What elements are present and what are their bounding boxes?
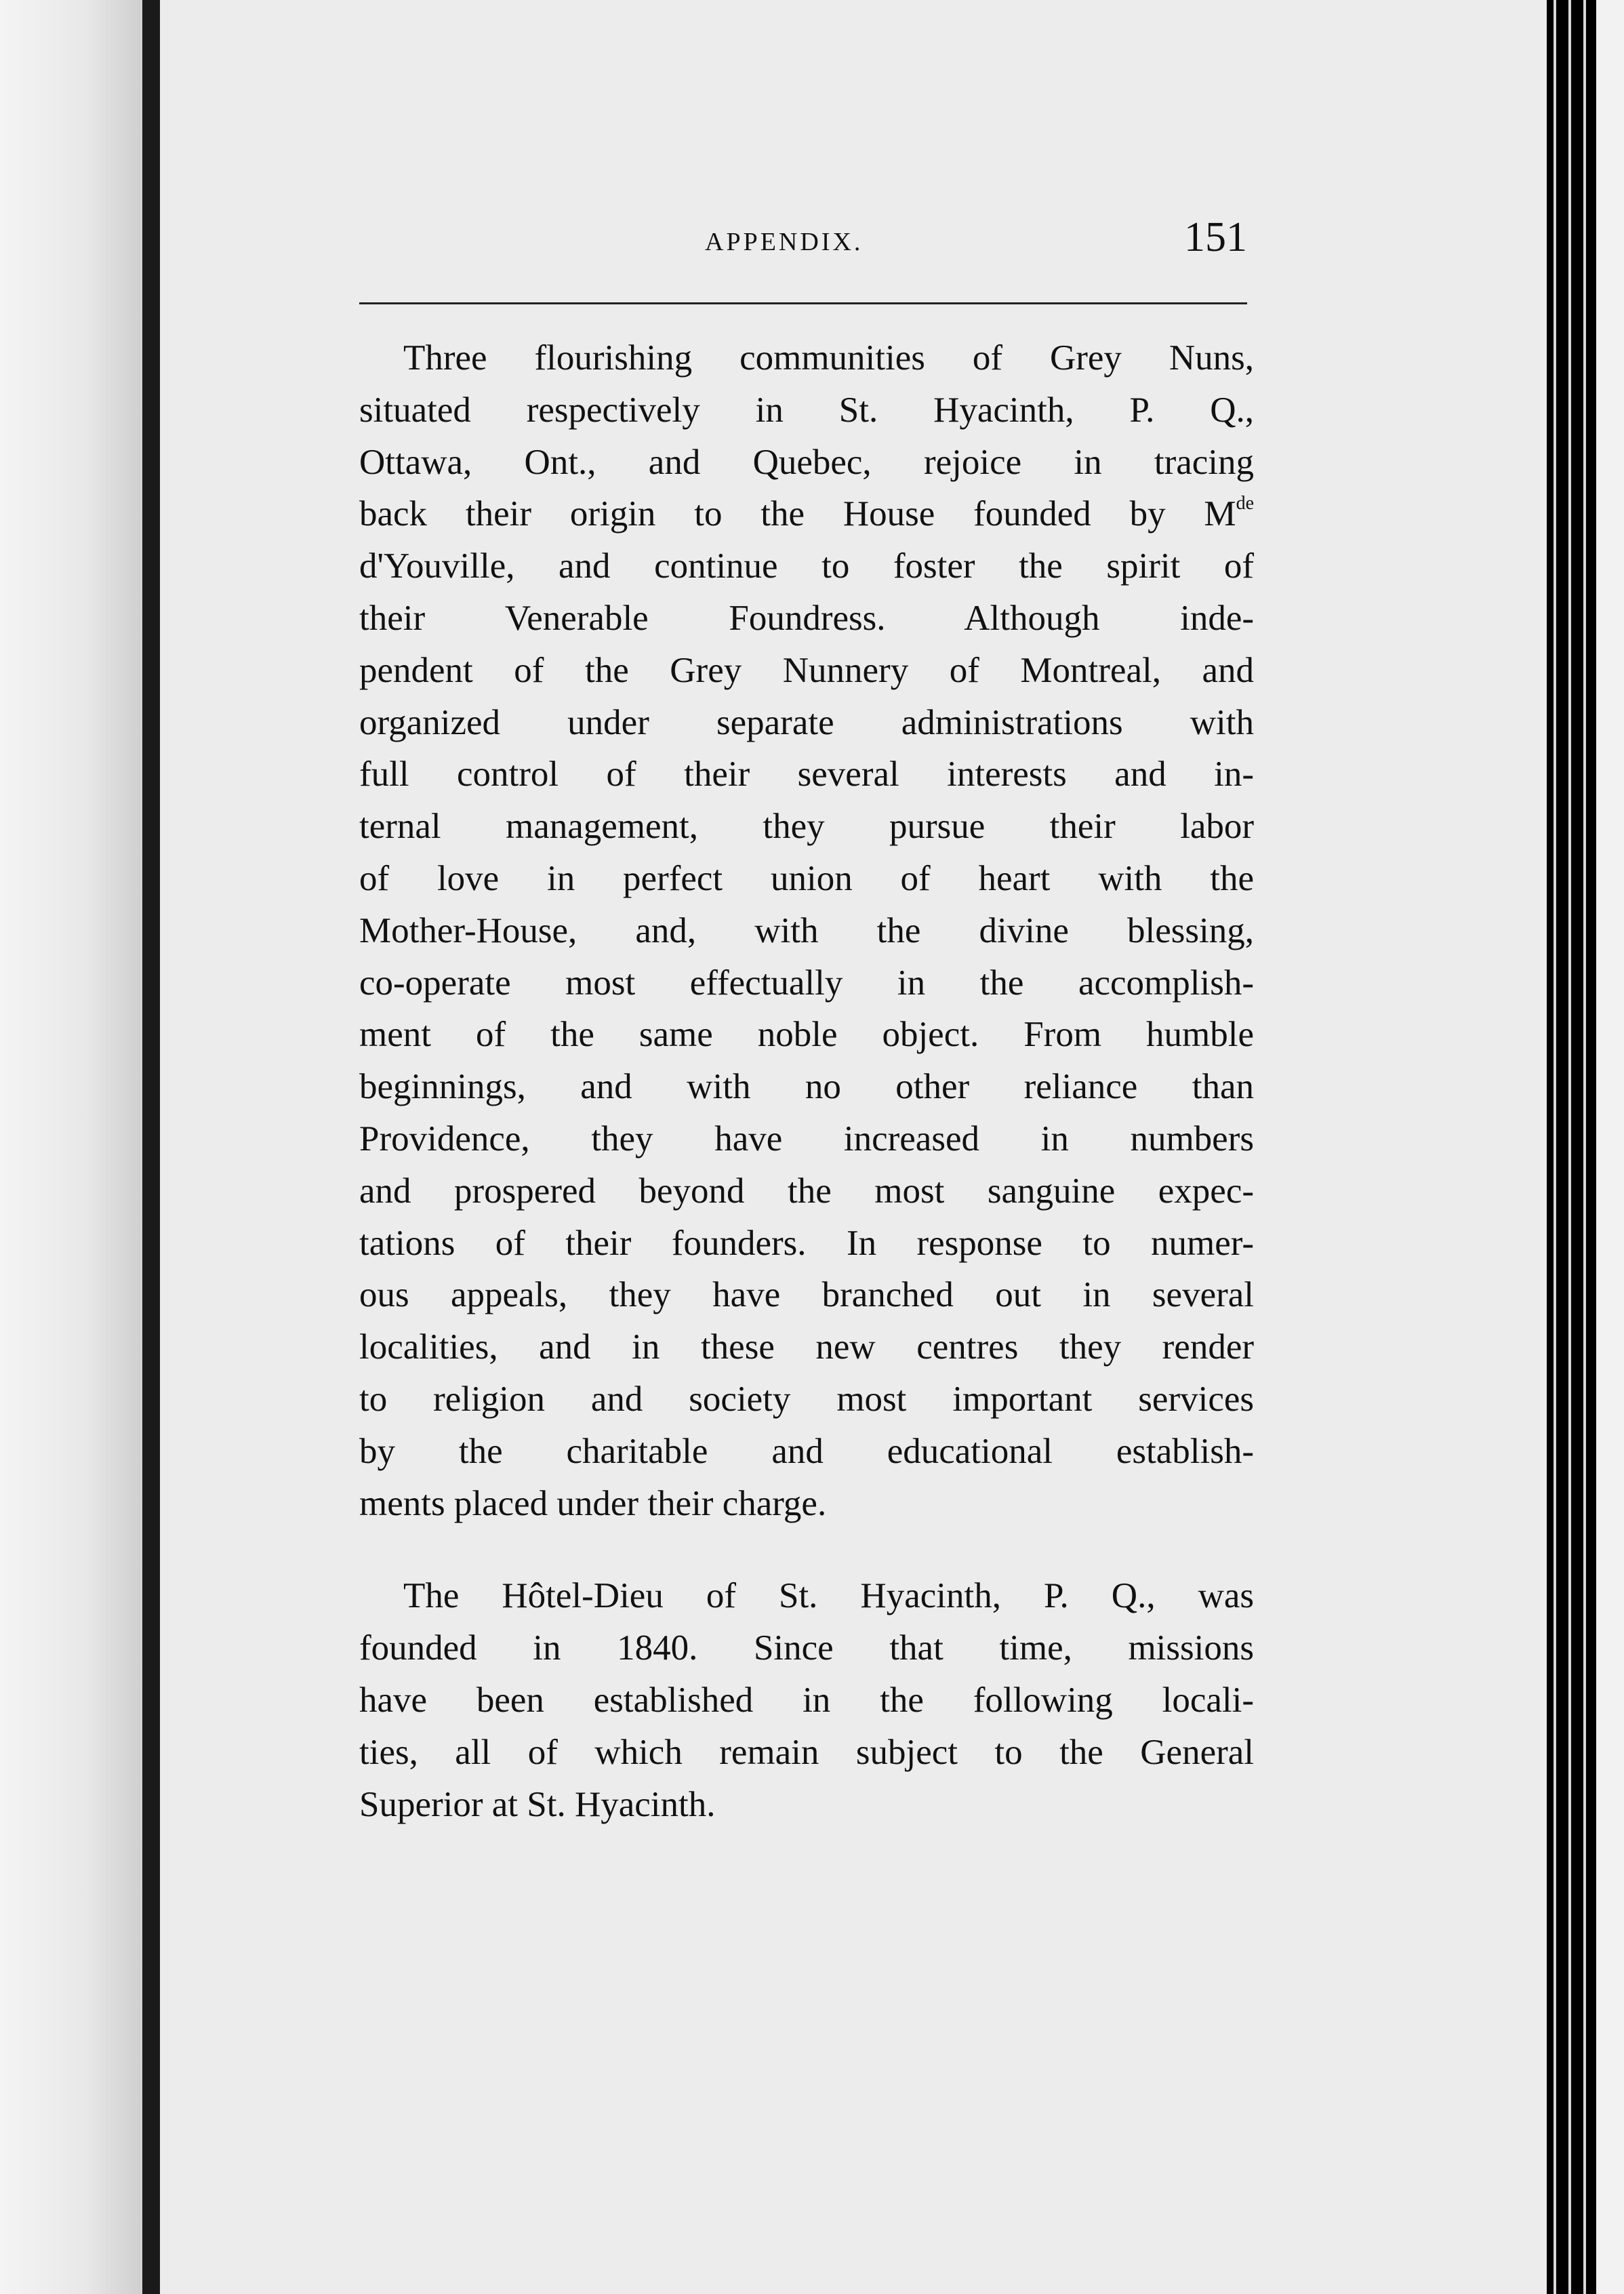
- text-line: Providence, they have increased in numbers: [359, 1119, 1254, 1159]
- text-line: d'Youville, and continue to foster the spirit of: [359, 546, 1254, 586]
- text-line: ments placed under their charge.: [359, 1483, 827, 1523]
- text-line: Ottawa, Ont., and Quebec, rejoice in tracing: [359, 442, 1254, 482]
- page-number: 151: [1184, 214, 1247, 260]
- body-text: [359, 332, 1254, 1830]
- text-line: their Venerable Foundress. Although inde-: [359, 598, 1254, 638]
- text-line: have been established in the following locali-: [359, 1680, 1254, 1720]
- text-line: founded in 1840. Since that time, missions: [359, 1628, 1254, 1668]
- text-line: ties, all of which remain subject to the General: [359, 1732, 1254, 1772]
- text-line: situated respectively in St. Hyacinth, P. Q.,: [359, 390, 1254, 430]
- paragraph: [359, 332, 1254, 1529]
- running-head-title: APPENDIX.: [705, 228, 864, 256]
- text-line: of love in perfect union of heart with the: [359, 858, 1254, 898]
- text-line: ment of the same noble object. From humble: [359, 1015, 1254, 1055]
- facing-page-edge: [0, 0, 142, 2294]
- text-line: and prospered beyond the most sanguine expec-: [359, 1171, 1254, 1211]
- book-gutter: [142, 0, 160, 2294]
- text-line: full control of their several interests and in-: [359, 754, 1254, 794]
- superscript: de: [1236, 493, 1254, 515]
- text-line: co-operate most effectually in the accomplish-: [359, 963, 1254, 1003]
- text-line: The Hôtel-Dieu of St. Hyacinth, P. Q., was: [403, 1576, 1254, 1616]
- text-line: ous appeals, they have branched out in several: [359, 1275, 1254, 1315]
- text-line: ternal management, they pursue their labor: [359, 807, 1254, 847]
- text-line-content: back their origin to the House founded by M: [359, 494, 1236, 534]
- text-line: to religion and society most important services: [359, 1379, 1254, 1419]
- text-line: Superior at St. Hyacinth.: [359, 1784, 716, 1824]
- scan-border: [1596, 0, 1624, 2294]
- text-line: organized under separate administrations with: [359, 702, 1254, 742]
- text-line: by the charitable and educational establish-: [359, 1431, 1254, 1471]
- header-rule: [359, 302, 1247, 304]
- text-line: Three flourishing communities of Grey Nuns,: [403, 338, 1254, 378]
- running-head: [359, 214, 1247, 268]
- text-line: pendent of the Grey Nunnery of Montreal, and: [359, 650, 1254, 690]
- text-line: Mother-House, and, with the divine blessing,: [359, 910, 1254, 950]
- text-line: localities, and in these new centres they render: [359, 1327, 1254, 1367]
- text-line: beginnings, and with no other reliance than: [359, 1067, 1254, 1107]
- paragraph-gap: [359, 1529, 1254, 1570]
- text-line: tations of their founders. In response to numer-: [359, 1223, 1254, 1263]
- paragraph: [359, 1570, 1254, 1830]
- text-line: [359, 488, 1254, 540]
